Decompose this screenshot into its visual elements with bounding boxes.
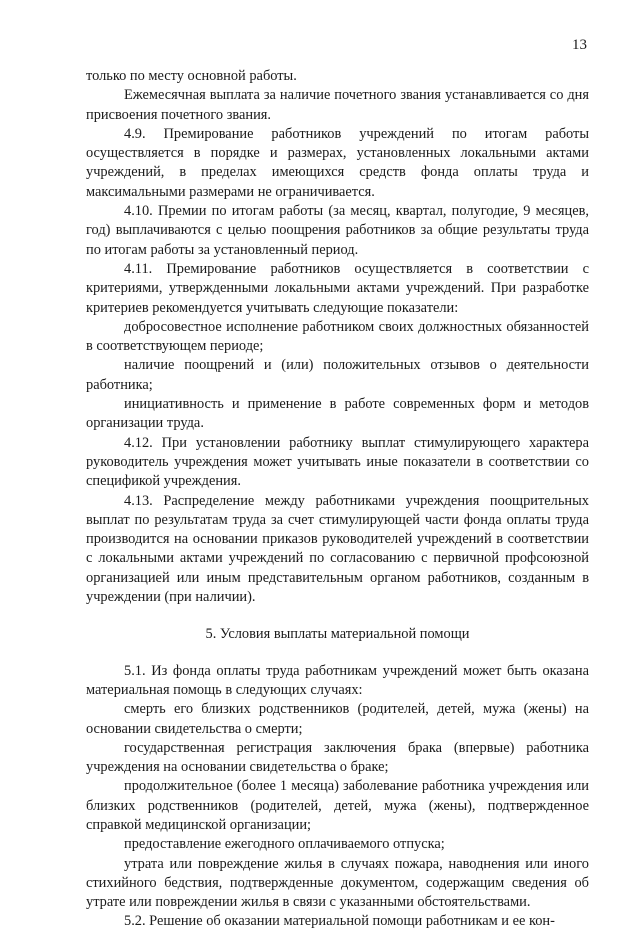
paragraph-4-13: 4.13. Распределение между работниками учреждения поощрительных выплат по результатам труда за счет стимулирующей части фонда оплаты труда производится на основании приказов руководителей учреждений в соответствии с локальными актами учреждений по согласованию с первичной профсоюзной организацией или иным представительным органом работников, созданным в учреждении (при наличии). <box>86 492 589 606</box>
document-body <box>86 67 589 932</box>
list-item-case-illness: продолжительное (более 1 месяца) заболевание работника учреждения или близких родственников (родителей, детей, мужа (жены), подтвержденное справкой медицинской организации; <box>86 778 589 833</box>
list-item-case-marriage: государственная регистрация заключения брака (впервые) работника учреждения на основании свидетельства о браке; <box>86 739 589 776</box>
paragraph-5-1: 5.1. Из фонда оплаты труда работникам учреждений может быть оказана материальная помощь в следующих случаях: <box>86 662 589 698</box>
list-item-criterion-1: добросовестное исполнение работником своих должностных обязанностей в соответствующем периоде; <box>86 318 589 355</box>
paragraph-4-11: 4.11. Премирование работников осуществляется в соответствии с критериями, утвержденными локальными актами учреждений. При разработке критериев рекомендуется учитывать следующие показатели: <box>86 260 589 316</box>
paragraph-continuation: только по месту основной работы. <box>86 68 297 84</box>
paragraph-honorary-title-payment: Ежемесячная выплата за наличие почетного звания устанавливается со дня присвоения почетного звания. <box>86 87 589 123</box>
list-item-case-vacation: предоставление ежегодного оплачиваемого отпуска; <box>124 836 445 853</box>
paragraph-4-12: 4.12. При установлении работнику выплат стимулирующего характера руководитель учреждения может учитывать иные показатели в соответствии со спецификой учреждения. <box>86 434 589 490</box>
list-item-case-death: смерть его близких родственников (родителей, детей, мужа (жены) на основании свидетельства о смерти; <box>86 701 589 737</box>
page-number: 13 <box>572 37 587 53</box>
list-item-criterion-3: инициативность и применение в работе современных форм и методов организации труда. <box>86 396 589 432</box>
paragraph-4-10: 4.10. Премии по итогам работы (за месяц, квартал, полугодие, 9 месяцев, год) выплачиваются с целью поощрения работников за общие результаты труда по итогам работы за установленный период. <box>86 203 589 258</box>
list-item-criterion-2: наличие поощрений и (или) положительных отзывов о деятельности работника; <box>86 357 589 393</box>
section-heading-5: 5. Условия выплаты материальной помощи <box>205 626 470 643</box>
list-item-case-housing-loss: утрата или повреждение жилья в случаях пожара, наводнения или иного стихийного бедствия, подтвержденные документом, содержащим сведения об утрате или повреждении жилья в связи с указанными обстоятельствами. <box>86 855 589 911</box>
paragraph-4-9: 4.9. Премирование работников учреждений по итогам работы осуществляется в порядке и размерах, установленных локальными актами учреждений, в пределах имеющихся средств фонда оплаты труда и максимальными размерами не ограничивается. <box>86 125 589 200</box>
paragraph-5-2: 5.2. Решение об оказании материальной помощи работникам и ее кон- <box>124 913 555 930</box>
